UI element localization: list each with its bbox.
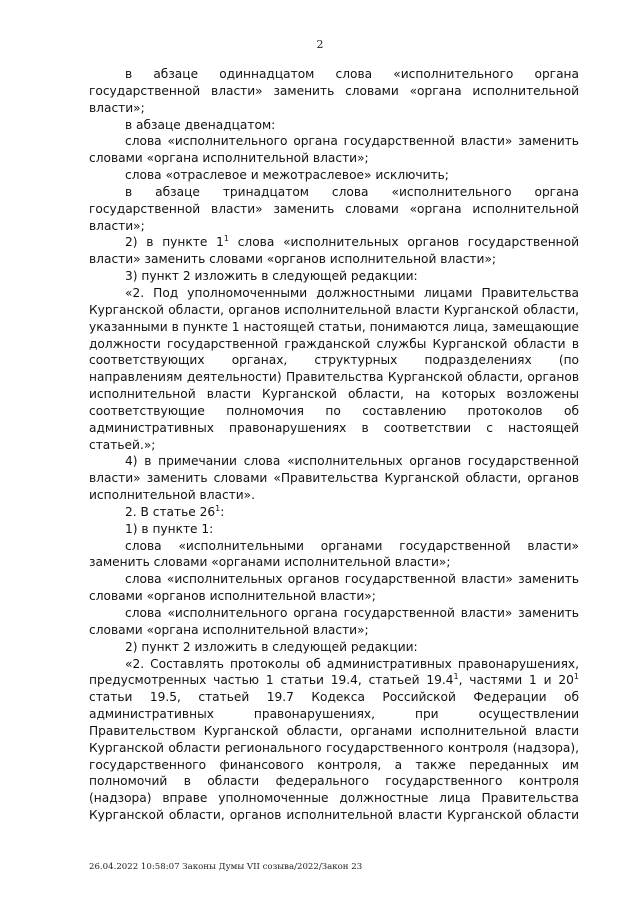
footer-stamp: 26.04.2022 10:58:07 Законы Думы VII созыва/2022/Закон 23 <box>89 862 363 872</box>
paragraph: слова «исполнительного органа государственной власти» заменить словами «органа исполнительной власти»; <box>89 606 579 637</box>
superscript: 1 <box>215 503 221 513</box>
paragraph: в абзаце одиннадцатом слова «исполнительного органа государственной власти» заменить словами «органа исполнительной власти»; <box>89 67 579 115</box>
paragraph: 4) в примечании слова «исполнительных органов государственной власти» заменить словами «Правительства Курганской области, органов исполнительной власти». <box>89 454 579 503</box>
paragraph-item-2 <box>89 234 579 268</box>
paragraph-protocols <box>89 656 579 824</box>
paragraph: «2. Под уполномоченными должностными лицами Правительства Курганской области, органов исполнительной власти Курганской области, указанными в пункте 1 настоящей статьи, понимаются лица, замещающие должности государственной гражданской службы Курганской области в соответствующих органах, структурных подразделениях (по направлениям деятельности) Правительства Курганской области, органов исполнительной власти Курганской области, на которых возложены соответствующие полномочия по составлению протоколов об административных правонарушениях в соответствии с настоящей статьей.»; <box>89 285 579 452</box>
text-run: осуществлении Правительством Курганской области, органами исполнительной власти Курганской области регионального государственного контроля (надзора), государственного финансового контроля, а также переданных им полномочий в области федерального государственного контроля (надзора) вправе уполномоченные должностные лица Правительства Курганской области, органов исполнительной власти Курганской области <box>89 707 579 823</box>
article-heading <box>89 504 579 521</box>
text-run: статьи 19.5, статьей 19.7 Кодекса Российской Федерации об административных правонарушениях, при <box>89 690 579 722</box>
text-run: «2. Составлять протоколы об административных правонарушениях, предусмотренных частью 1 статьи 19.4, статьей 19.4 <box>89 656 579 688</box>
superscript: 1 <box>573 672 579 682</box>
text-run: : <box>220 504 225 519</box>
paragraph: слова «исполнительного органа государственной власти» заменить словами «органа исполнительной власти»; <box>89 134 579 166</box>
paragraph: 1) в пункте 1: <box>125 521 214 536</box>
document-body <box>89 66 579 824</box>
paragraph: 2) пункт 2 изложить в следующей редакции: <box>125 639 418 654</box>
paragraph: в абзаце тринадцатом слова «исполнительного органа государственной власти» заменить словами «органа исполнительной власти»; <box>89 184 579 233</box>
paragraph: слова «исполнительными органами государственной власти» заменить словами «органами исполнительной власти»; <box>89 538 579 570</box>
superscript: 1 <box>453 672 459 682</box>
text-run: 2. В статье 26 <box>125 504 216 519</box>
text-run: 2) в <box>125 235 154 250</box>
paragraph: в абзаце двенадцатом: <box>125 117 276 132</box>
page-number: 2 <box>316 38 324 51</box>
paragraph: 3) пункт 2 изложить в следующей редакции: <box>125 269 418 284</box>
paragraph: слова «отраслевое и межотраслевое» исключить; <box>125 168 449 183</box>
text-run: $1^1$ <box>216 234 229 250</box>
paragraph: слова «исполнительных органов государственной власти» заменить словами «органов исполнительной власти»; <box>89 572 579 604</box>
text-run: пункте <box>162 235 208 250</box>
text-run: слова «исполнительных органов государственной власти» заменить словами «органов исполнительной власти»; <box>89 235 580 267</box>
text-run: , частями 1 и 20 <box>458 673 574 688</box>
superscript: 1 <box>223 234 229 244</box>
